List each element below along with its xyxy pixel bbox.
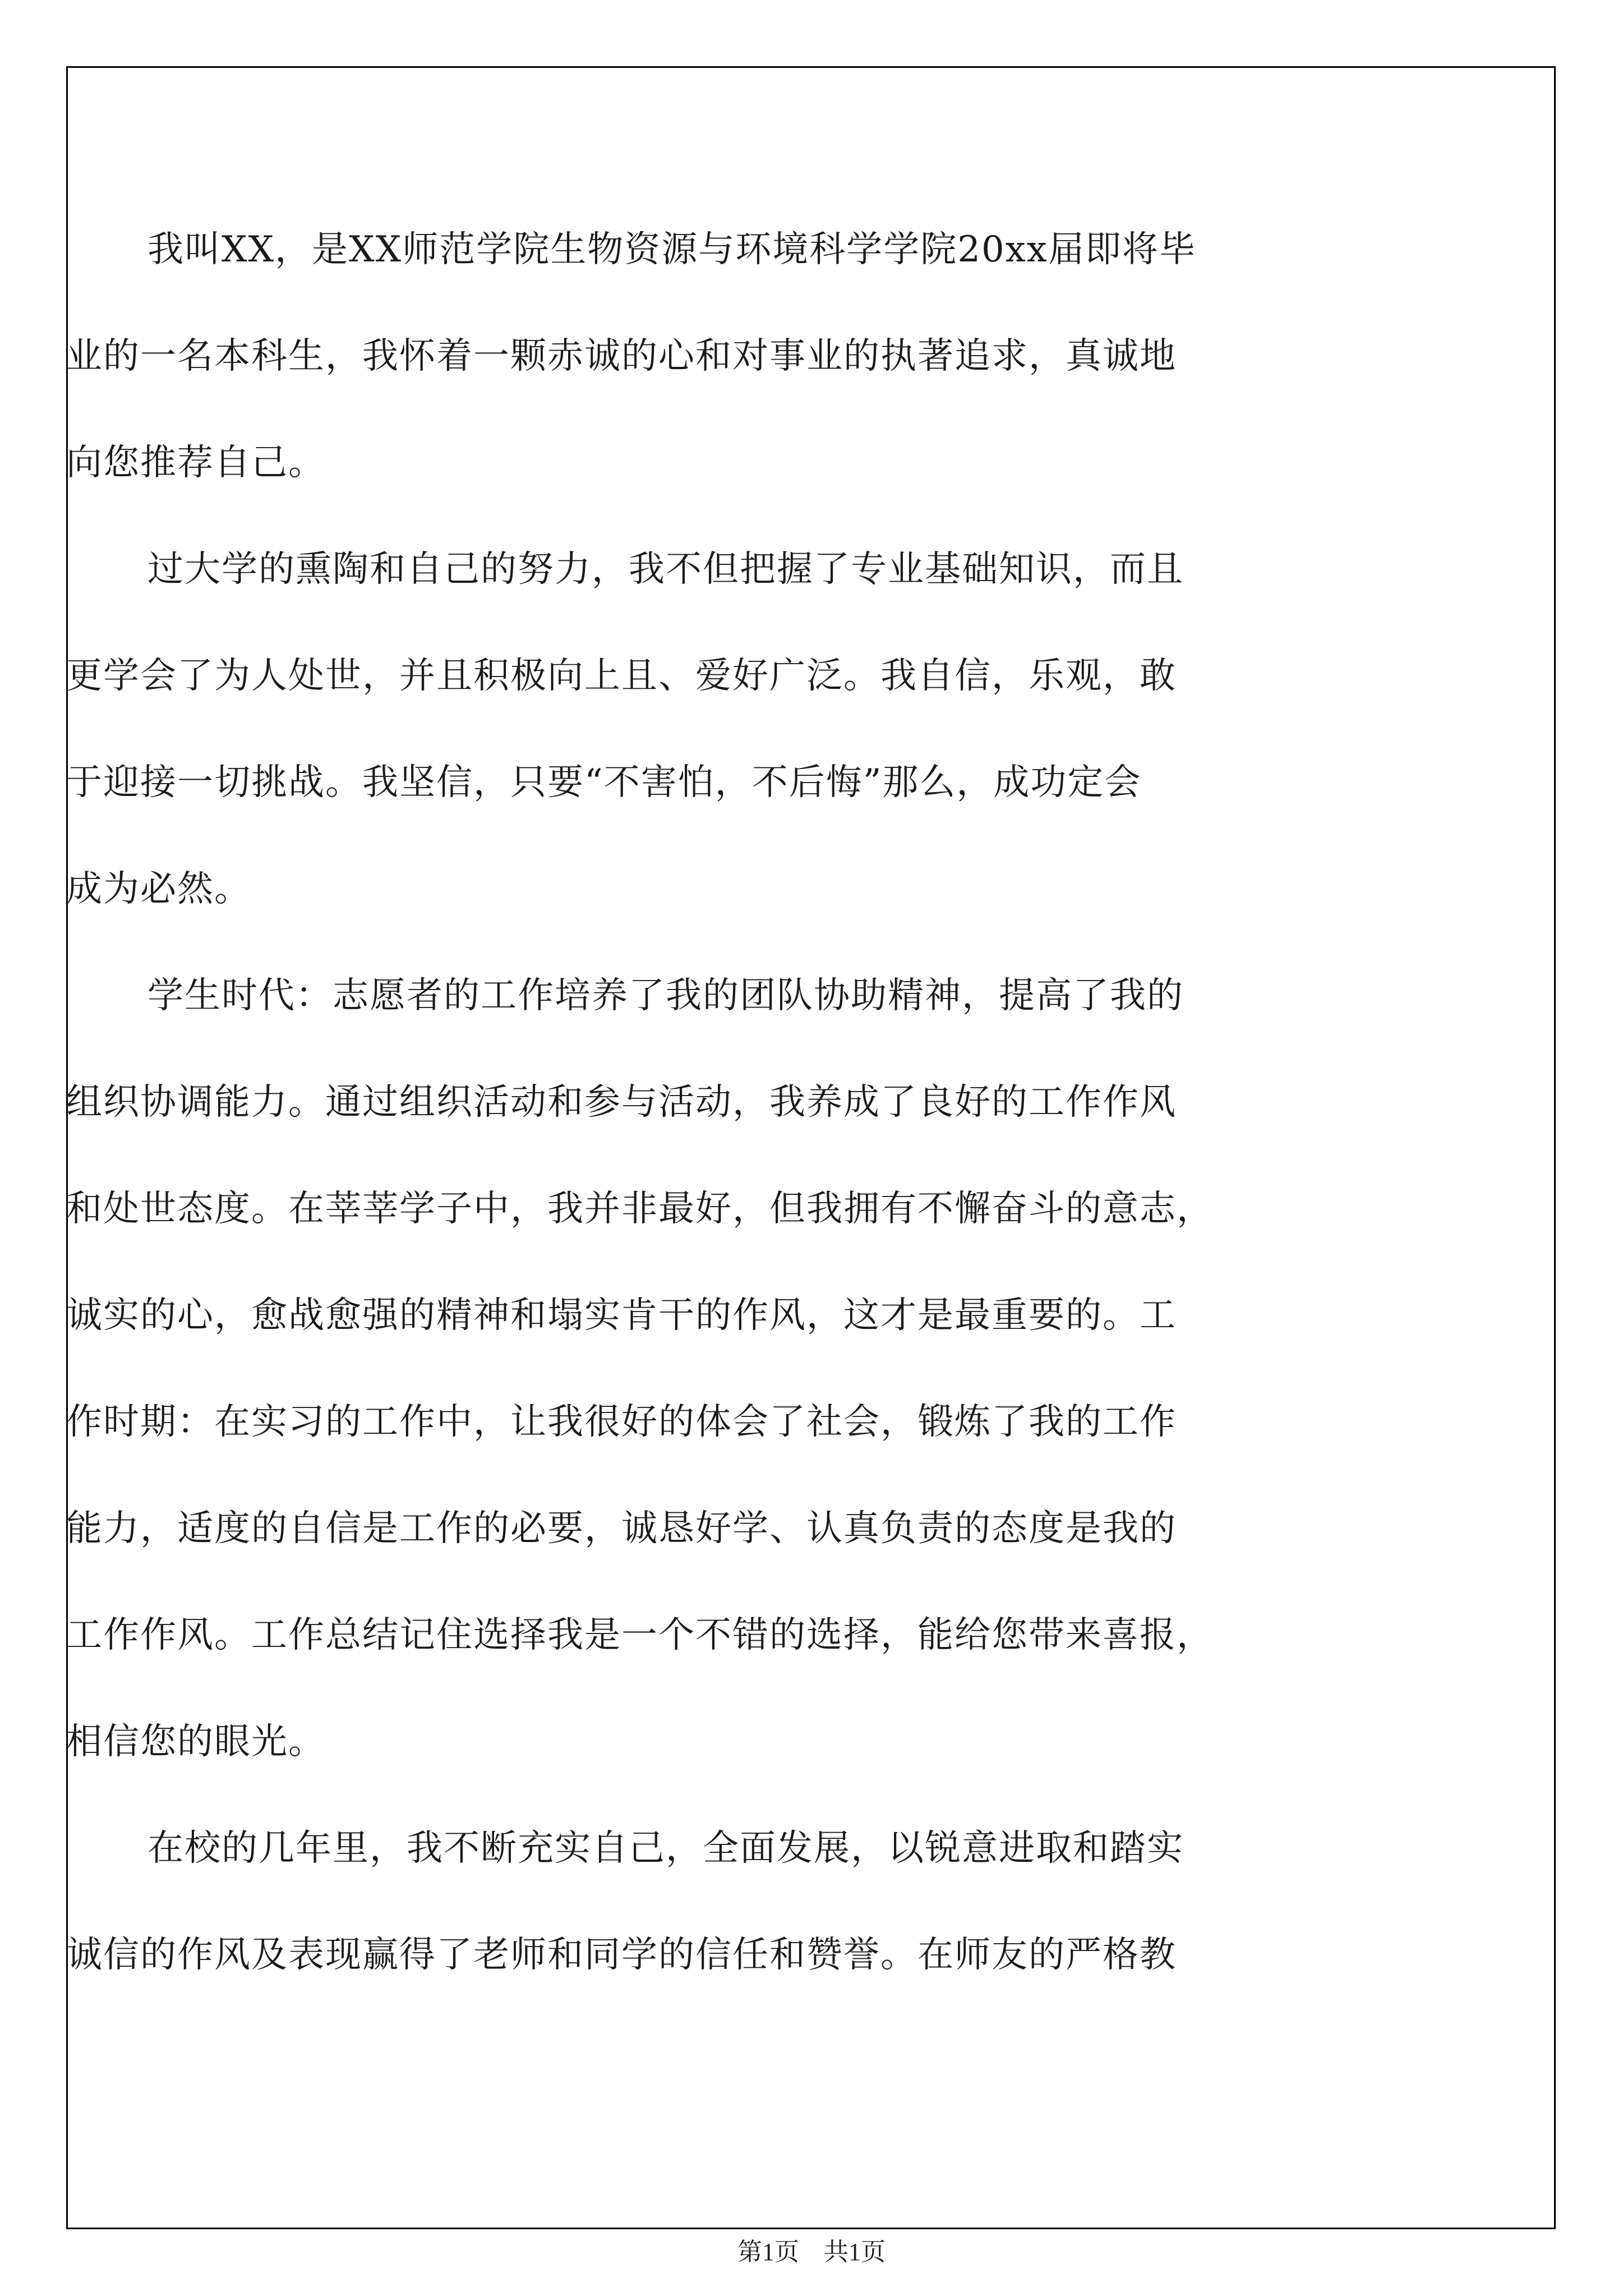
paragraph-line: 和处世态度。在莘莘学子中，我并非最好，但我拥有不懈奋斗的意志，	[66, 1188, 1214, 1230]
paragraph-line: 业的一名本科生，我怀着一颗赤诚的心和对事业的执著追求，真诚地	[66, 335, 1177, 377]
paragraph-line: 能力，适度的自信是工作的必要，诚恳好学、认真负责的态度是我的	[66, 1508, 1177, 1549]
paragraph-line: 在校的几年里，我不断充实自己，全面发展，以锐意进取和踏实	[147, 1828, 1184, 1869]
paragraph-line: 成为必然。	[66, 868, 251, 910]
paragraph-line: 于迎接一切挑战。我坚信，只要“不害怕，不后悔”那么，成功定会	[66, 762, 1142, 803]
paragraph-line: 学生时代：志愿者的工作培养了我的团队协助精神，提高了我的	[147, 975, 1184, 1016]
paragraph-line: 更学会了为人处世，并且积极向上且、爱好广泛。我自信，乐观，敢	[66, 655, 1177, 697]
paragraph-line: 工作作风。工作总结记住选择我是一个不错的选择，能给您带来喜报，	[66, 1614, 1214, 1656]
paragraph-line: 我叫XX，是XX师范学院生物资源与环境科学学院20xx届即将毕	[147, 229, 1196, 270]
paragraph-line: 相信您的眼光。	[66, 1721, 325, 1763]
paragraph-line: 组织协调能力。通过组织活动和参与活动，我养成了良好的工作作风	[66, 1082, 1177, 1123]
page-number-footer: 第1页 共1页	[737, 2238, 886, 2266]
paragraph-line: 作时期：在实习的工作中，让我很好的体会了社会，锻炼了我的工作	[66, 1401, 1177, 1443]
paragraph-line: 诚信的作风及表现赢得了老师和同学的信任和赞誉。在师友的严格教	[66, 1934, 1177, 1976]
paragraph-line: 过大学的熏陶和自己的努力，我不但把握了专业基础知识，而且	[147, 549, 1184, 590]
paragraph-line: 向您推荐自己。	[66, 442, 325, 484]
paragraph-line: 诚实的心，愈战愈强的精神和塌实肯干的作风，这才是最重要的。工	[66, 1295, 1177, 1336]
